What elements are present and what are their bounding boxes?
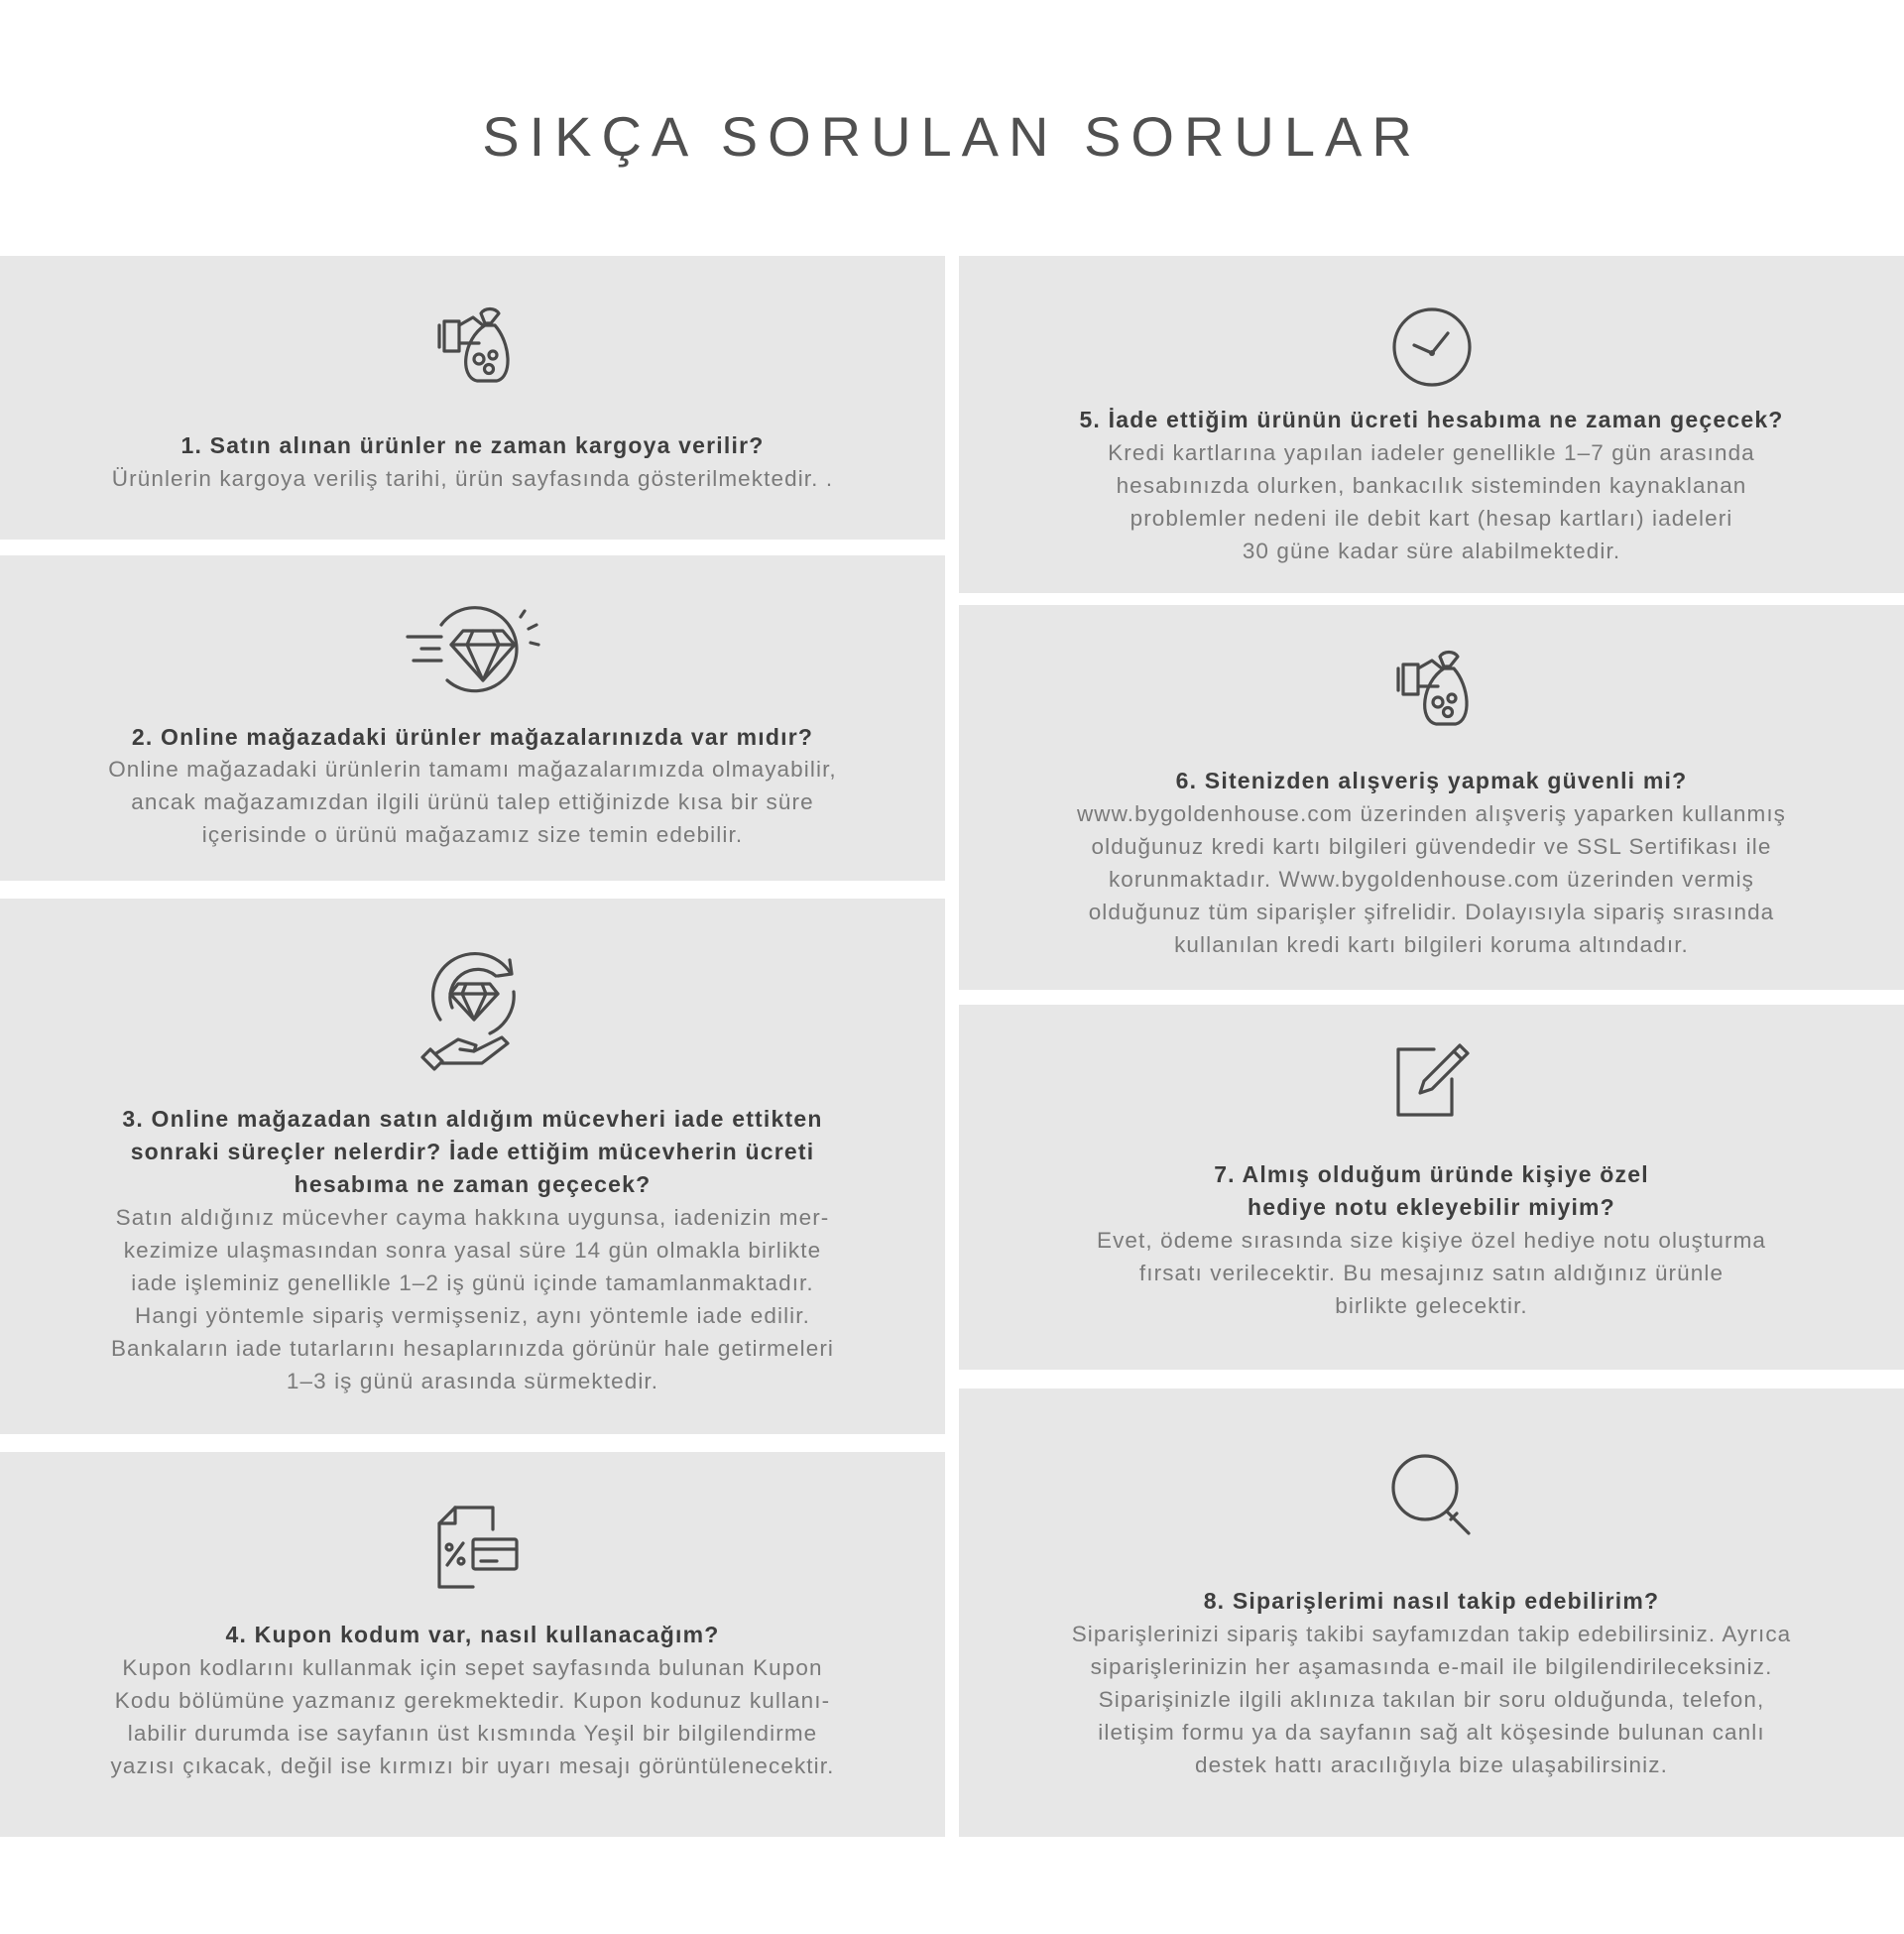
faq-card-4	[0, 1452, 945, 1837]
clock-icon	[1390, 305, 1474, 389]
faq-question: 5. İade ettiğim ürünün ücreti hesabıma ne zaman geçecek?	[1079, 407, 1784, 432]
edit-note-icon	[1390, 1039, 1474, 1123]
faq-card-1	[0, 256, 945, 540]
faq-question: 1. Satın alınan ürünler ne zaman kargoya verilir?	[180, 432, 765, 458]
faq-answer: Siparişlerinizi sipariş takibi sayfamızdan takip edebilirsiniz. Ayrıca siparişlerinizin her aşamasında e-mail ile bilgilendirileceksiniz. Siparişinizle ilgili aklınıza takılan bir soru olduğunda, telefon, iletişim formu ya da sayfanın sağ alt köşesinde bulunan canlı destek hattı aracılığıyla bize ulaşabilirsiniz.	[1071, 1622, 1792, 1777]
fast-diamond-icon	[404, 603, 542, 698]
faq-question: 7. Almış olduğum üründe kişiye özel hediye notu ekleyebilir miyim?	[1214, 1161, 1649, 1220]
search-icon	[1387, 1450, 1477, 1539]
faq-card-5	[959, 256, 1904, 593]
faq-question: 3. Online mağazadan satın aldığım mücevheri iade ettikten sonraki süreçler nelerdir? İade ettiğim mücevherin ücreti hesabıma ne zaman geçecek?	[122, 1106, 823, 1197]
faq-answer: Evet, ödeme sırasında size kişiye özel hediye notu oluşturma fırsatı verilecektir. Bu mesajınız satın aldığınız ürünle birlikte gelecektir.	[1096, 1228, 1767, 1318]
faq-card-3	[0, 899, 945, 1434]
faq-question: 4. Kupon kodum var, nasıl kullanacağım?	[225, 1622, 720, 1647]
faq-answer: Online mağazadaki ürünlerin tamamı mağazalarımızda olmayabilir, ancak mağazamızdan ilgili ürünü talep ettiğinizde kısa bir süre içerisinde o ürünü mağazamız size temin edebilir.	[108, 757, 837, 847]
faq-question: 2. Online mağazadaki ürünler mağazalarınızda var mıdır?	[131, 724, 814, 750]
faq-answer: www.bygoldenhouse.com üzerinden alışveriş yaparken kullanmış olduğunuz kredi kartı bilgileri güvendedir ve SSL Sertifikası ile korunmaktadır. Www.bygoldenhouse.com üzerinden vermiş olduğunuz tüm siparişler şifrelidir. Dolayısıyla sipariş sırasında kullanılan kredi kartı bilgileri koruma altındadır.	[1076, 801, 1787, 957]
page-title: SIKÇA SORULAN SORULAR	[482, 105, 1422, 168]
faq-card-8	[959, 1389, 1904, 1837]
faq-question: 8. Siparişlerimi nasıl takip edebilirim?	[1203, 1588, 1660, 1614]
coupon-card-icon	[425, 1504, 521, 1593]
faq-question: 6. Sitenizden alışveriş yapmak güvenli mi?	[1175, 768, 1688, 793]
diamond-return-hand-icon	[418, 948, 528, 1077]
money-bag-hand-icon	[1392, 647, 1472, 746]
faq-answer: Satın aldığınız mücevher cayma hakkına uygunsa, iadenizin mer- kezimize ulaşmasından sonra yasal süre 14 gün olmakla birlikte iade işleminiz genellikle 1–2 iş günü içinde tamamlanmaktadır. Hangi yöntemle sipariş vermişseniz, aynı yöntemle iade edilir. Bankaların iade tutarlarını hesaplarınızda görünür hale getirmeleri 1–3 iş günü arasında sürmektedir.	[110, 1205, 835, 1393]
faq-card-7	[959, 1005, 1904, 1370]
faq-answer: Ürünlerin kargoya veriliş tarihi, ürün sayfasında gösterilmektedir. .	[111, 466, 834, 491]
faq-answer: Kredi kartlarına yapılan iadeler genellikle 1–7 gün arasında hesabınızda olurken, bankacılık sisteminden kaynaklanan problemler nedeni ile debit kart (hesap kartları) iadeleri 30 güne kadar süre alabilmektedir.	[1108, 440, 1755, 563]
faq-card-2	[0, 555, 945, 881]
faq-card-6	[959, 605, 1904, 990]
faq-answer: Kupon kodlarını kullanmak için sepet sayfasında bulunan Kupon Kodu bölümüne yazmanız gerekmektedir. Kupon kodunuz kullanı- labilir durumda ise sayfanın üst kısmında Yeşil bir bilgilendirme yazısı çıkacak, değil ise kırmızı bir uyarı mesajı görüntülenecektir.	[110, 1655, 835, 1778]
money-bag-hand-icon	[433, 303, 513, 403]
